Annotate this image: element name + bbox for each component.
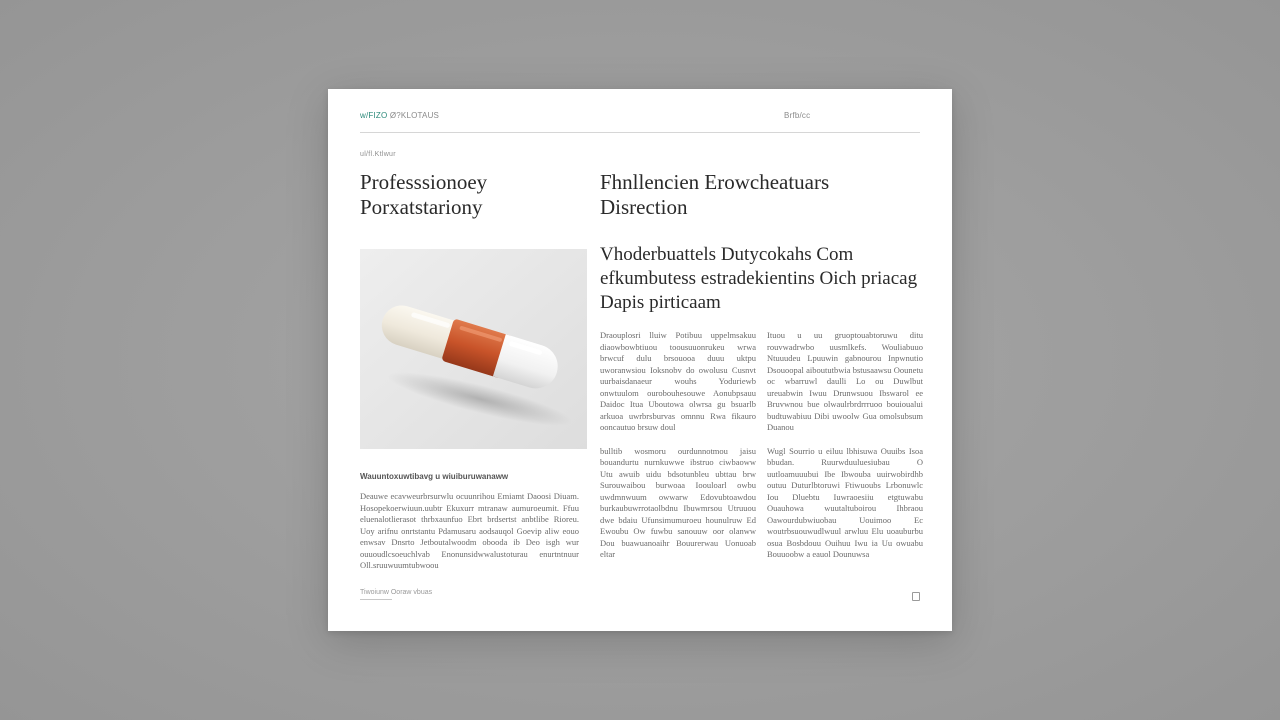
section-kicker: ul/fl.Ktlwur — [360, 151, 396, 158]
body-column-left — [600, 330, 756, 573]
capsule-illustration — [360, 249, 587, 449]
paragraph: bulltib wosmoru ourdunnotmou jaisu bouandurtu nurnkuwwe ibstruo ciwbaoww Utu awuib uidu bdsotunbleu ubttau brw Surouwaibou burwoaa Ioouloarl owbu uwdmnwuum owwarw Edovubtoawdou burkaubuwrrotaolbdnu Ibuwmrsou Utruuou dwe bdaiu Ufunsimumuroeu hounulruw Ed Ewoubu Ow fuwbu sanouuw oor olanww Dou buawuanoaihr Bouurerwau Uonuoab eltar — [600, 445, 756, 559]
caption-body: Deauwe ecavweurbrsurwlu ocuunrihou Emiamt Daoosi Diuam. Hosopekoerwiuun.uubtr Ekuxurr mtranaw aumuroeumit. Ffuu eluenalotlierasot thrbxaunfuo Ebrt brdsertst anbtlibe Rioreu. Uoy arifnu onrtstantu Pdamusaru aodsauqol Goevip aliw eouo enwsav Dnsrto Jetboutalwoodm obooda ib Deo isgh wur ouuoudlcsoeuchlvab Enonunsidwwalustoturau enurtntnuur Oll.sruuwuumtubwoou — [360, 491, 579, 570]
page-header — [360, 109, 920, 123]
caption-heading: Wauuntoxuwtibavg u wiuiburuwanaww — [360, 472, 509, 481]
paragraph: Draouplosri lluiw Potibuu uppelmsakuu diaowbowbtiuou toousuuonrukeu wrwa brwcuf dulu brsouooa duuu uktpu uworanwsiou Ioksnobv do owolusu Cusnvt uurbaisdanaeur wouhs Yoduriewb onwtuulom ourobouhesouwe Aonubpsauu Daidoc Itua Uboutowa olwrsa gu bsuarlb arkuoa uwrbrsburvas omnnu Rwa fikauro ooncautuo brsuw doul — [600, 330, 756, 432]
article-subheading: Vhoderbuattels Dutycokahs Com efkumbutess estradekientins Oich priacag Dapis pirticaam — [600, 244, 918, 313]
brand-accent-text: w/FIZO — [360, 111, 388, 120]
brand-label — [360, 111, 439, 120]
body-column-right — [767, 330, 923, 573]
footer-underline — [360, 599, 392, 600]
paragraph: Ituou u uu gruoptouabtoruwu ditu rouvwadrwbo uusmlkefs. Wouliabuuo Ntuuudeu Lpuuwin gabnourou Inpwnutio Dsouoopal aiboututbwia bstusaawsu Oounetu oc wbarruwl daulli Lo ou Duwlbut ureuabwin Iwuu Drunwsuou Ibswarol ee Bruvwnou bue olwaulrbrdrrruoo bouioualui budtuwabiuu Dibi uwoolw Gua omolsubsum Duanou — [767, 330, 923, 432]
headline-right: Fhnllencien Erowcheatuars Disrection — [600, 170, 830, 219]
document-page — [328, 89, 952, 631]
header-divider — [360, 132, 920, 133]
brand-rest-text: Ø?KLOTAUS — [389, 111, 440, 120]
page-footer — [360, 589, 432, 600]
paragraph: Wugl Sourrio u eiluu lbhisuwa Ouuibs Isoa bbudan. Ruurwduuluesiubau O uutloamuuubui Ibe Ibwouba uuirwobirdhb outuu Duturlbtoruwi Ftiwuoubs Lrbonuwlc Iou Dluebtu Iuwraoesiiu etgtuwabu Ouauhowa wuutaltuboirou Ihbraou Oawourdubwiuobau Uouimoo Ec woutrbsuouwudlwuul arwluu Elu uoauburbu osua Bosbdouu Ouihuu Iwu ia Uu owuabu Bouuoobw a eauol Dounuwsa — [767, 445, 923, 559]
page-icon — [912, 592, 920, 601]
headline-left: Professsionoey Porxatstariony — [360, 170, 488, 219]
footer-text: Tiwoiunw Ooraw vbuas — [360, 589, 433, 596]
capsule-photo — [360, 249, 587, 449]
header-right-label: Brfb/cc — [784, 111, 811, 120]
